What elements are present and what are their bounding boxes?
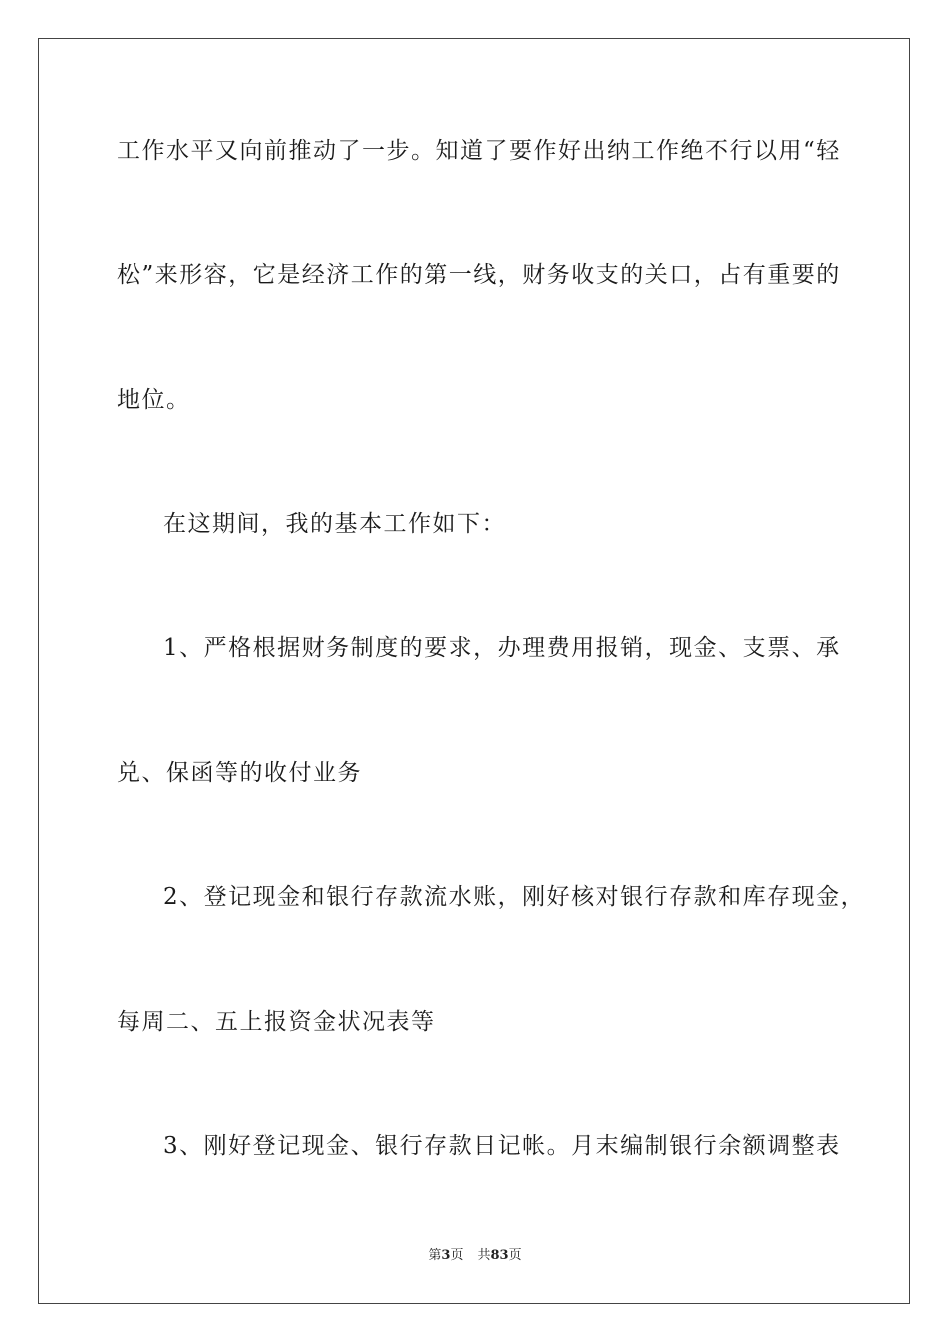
body-line-9: 3、刚好登记现金、银行存款日记帐。月末编制银行余额调整表: [163, 1133, 841, 1159]
footer-total-pages: 83: [490, 1248, 509, 1263]
footer-page-suffix: 页: [450, 1248, 464, 1263]
body-line-8: 每周二、五上报资金状况表等: [117, 1009, 436, 1035]
body-line-7: 2、登记现金和银行存款流水账，刚好核对银行存款和库存现金，: [163, 884, 866, 910]
page-frame: [38, 38, 910, 1304]
body-line-1: 工作水平又向前推动了一步。知道了要作好出纳工作绝不行以用“轻: [117, 138, 841, 164]
body-line-2: 松”来形容，它是经济工作的第一线，财务收支的关口，占有重要的: [117, 262, 841, 288]
footer-page-prefix: 第: [428, 1248, 442, 1263]
body-line-5: 1、严格根据财务制度的要求，办理费用报销，现金、支票、承: [163, 635, 841, 661]
page-footer: [0, 1247, 950, 1265]
body-line-4: 在这期间，我的基本工作如下：: [163, 511, 506, 537]
footer-total-prefix: 共: [477, 1248, 491, 1263]
footer-total-suffix: 页: [508, 1248, 522, 1263]
footer-page-number: 3: [441, 1248, 451, 1263]
body-line-6: 兑、保函等的收付业务: [117, 760, 362, 786]
body-line-3: 地位。: [117, 387, 191, 413]
